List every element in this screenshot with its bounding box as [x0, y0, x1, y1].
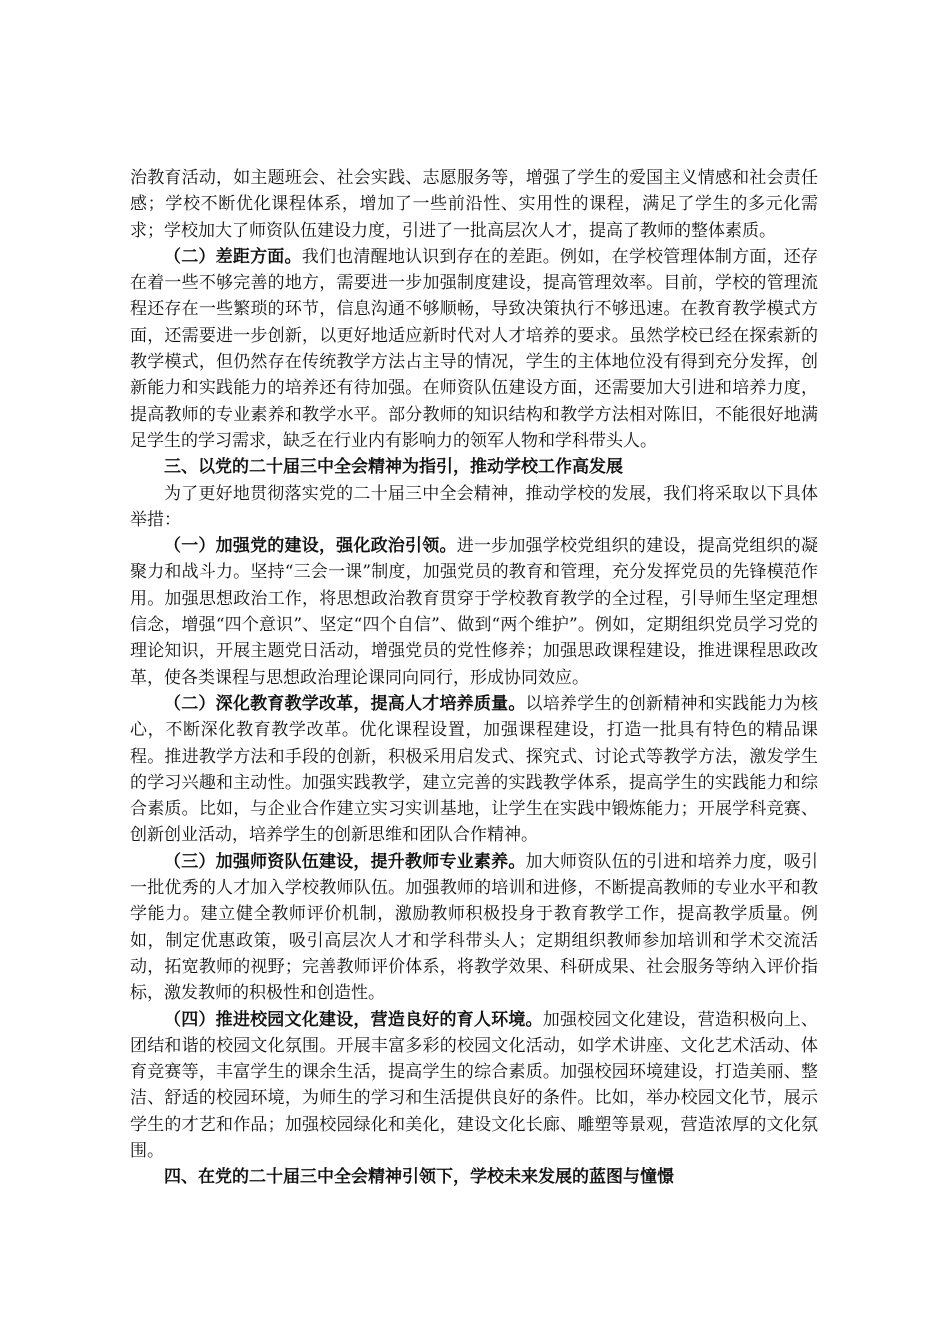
- section-three-intro: 为了更好地贯彻落实党的二十届三中全会精神，推动学校的发展，我们将采取以下具体举措：: [130, 483, 818, 530]
- measure-lead-2: （二）深化教育教学改革，提高人才培养质量。: [164, 693, 526, 714]
- section-heading-four: 四、在党的二十届三中全会精神引领下，学校未来发展的蓝图与憧憬: [164, 1167, 674, 1188]
- measure-paragraph-4: [130, 1007, 818, 1165]
- gap-lead: （二）差距方面。: [164, 246, 302, 267]
- measure-lead-1: （一）加强党的建设，强化政治引领。: [164, 536, 457, 557]
- measure-lead-4: （四）推进校园文化建设，营造良好的育人环境。: [164, 1009, 543, 1030]
- measure-paragraph-3: [130, 849, 818, 1007]
- measure-paragraph-2: [130, 691, 818, 849]
- gap-body: 我们也清醒地认识到存在的差距。例如，在学校管理体制方面，还存在着一些不够完善的地方，需要进一步加强制度建设，提高管理效率。目前，学校的管理流程还存在一些繁琐的环节，信息沟通不够顺畅，导致决策执行不够迅速。在教育教学模式方面，还需要进一步创新，以更好地适应新时代对人才培养的要求。虽然学校已经在探索新的教学模式，但仍然存在传统教学方法占主导的情况，学生的主体地位没有得到充分发挥，创新能力和实践能力的培养还有待加强。在师资队伍建设方面，还需要加大引进和培养力度，提高教师的专业素养和教学水平。部分教师的知识结构和教学方法相对陈旧，不能很好地满足学生的学习需求，缺乏在行业内有影响力的领军人物和学科带头人。: [130, 246, 819, 451]
- paragraph-continuation: 治教育活动，如主题班会、社会实践、志愿服务等，增强了学生的爱国主义情感和社会责任感；学校不断优化课程体系，增加了一些前沿性、实用性的课程，满足了学生的多元化需求；学校加大了师资队伍建设力度，引进了一批高层次人才，提高了教师的整体素质。: [130, 168, 818, 241]
- paragraph-gap: [130, 244, 818, 454]
- section-heading-three: 三、以党的二十届三中全会精神为指引，推动学校工作高发展: [164, 457, 623, 478]
- measure-body-3: 加大师资队伍的引进和培养力度，吸引一批优秀的人才加入学校教师队伍。加强教师的培训和进修，不断提高教师的专业水平和教学能力。建立健全教师评价机制，激励教师积极投身于教育教学工作，提高教学质量。例如，制定优惠政策，吸引高层次人才和学科带头人；定期组织教师参加培训和学术交流活动，拓宽教师的视野；完善教师评价体系，将教学效果、科研成果、社会服务等纳入评价指标，激发教师的积极性和创造性。: [130, 851, 819, 1004]
- document-body: [130, 165, 818, 1191]
- measure-body-1: 进一步加强学校党组织的建设，提高党组织的凝聚力和战斗力。坚持“三会一课”制度，加强党员的教育和管理，充分发挥党员的先锋模范作用。加强思想政治工作，将思想政治教育贯穿于学校教育教学的全过程，引导师生坚定理想信念，增强“四个意识”、坚定“四个自信”、做到“两个维护”。例如，定期组织党员学习党的理论知识，开展主题党日活动，增强党员的党性修养；加强思政课程建设，推进课程思政改革，使各类课程与思想政治理论课同向同行，形成协同效应。: [130, 536, 819, 688]
- measure-body-4: 加强校园文化建设，营造积极向上、团结和谐的校园文化氛围。开展丰富多彩的校园文化活动，如学术讲座、文化艺术活动、体育竞赛等，丰富学生的课余生活，提高学生的综合素质。加强校园环境建设，打造美丽、整洁、舒适的校园环境，为师生的学习和生活提供良好的条件。比如，举办校园文化节，展示学生的才艺和作品；加强校园绿化和美化，建设文化长廊、雕塑等景观，营造浓厚的文化氛围。: [130, 1009, 819, 1161]
- measure-lead-3: （三）加强师资队伍建设，提升教师专业素养。: [164, 851, 526, 872]
- measure-body-2: 以培养学生的创新精神和实践能力为核心，不断深化教育教学改革。优化课程设置，加强课程建设，打造一批具有特色的精品课程。推进教学方法和手段的创新，积极采用启发式、探究式、讨论式等教学方法，激发学生的学习兴趣和主动性。加强实践教学，建立完善的实践教学体系，提高学生的实践能力和综合素质。比如，与企业合作建立实习实训基地，让学生在实践中锻炼能力；开展学科竞赛、创新创业活动，培养学生的创新思维和团队合作精神。: [130, 693, 819, 846]
- measure-paragraph-1: [130, 533, 818, 691]
